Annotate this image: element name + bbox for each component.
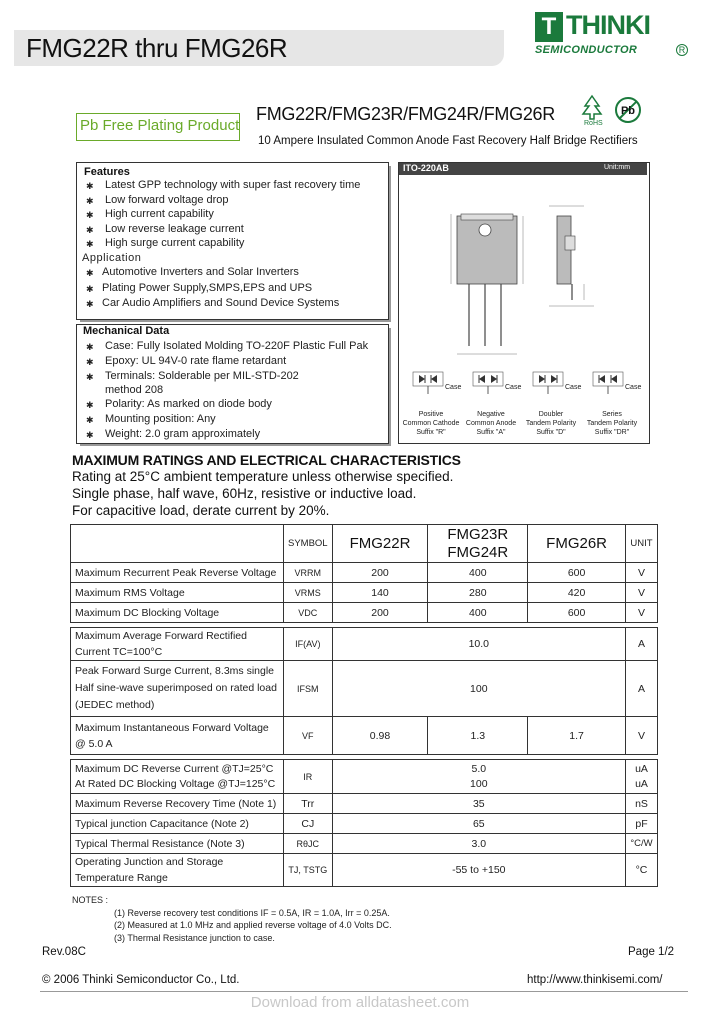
param-line: Operating Junction and Storage [75, 856, 224, 868]
bullet-icon: ✱ [86, 239, 94, 249]
param-cell: Typical junction Capacitance (Note 2) [71, 814, 284, 834]
config-label: Suffix "A" [476, 429, 506, 436]
header-cell-empty [71, 525, 284, 563]
config-label: Suffix "DR" [594, 429, 630, 436]
revision-label: Rev.08C [42, 946, 86, 958]
value-cell: 420 [528, 583, 626, 603]
bullet-icon: ✱ [86, 342, 94, 352]
value-cell: 35 [332, 794, 625, 814]
note-item: (1) Reverse recovery test conditions IF = 0.5A, IR = 1.0A, Irr = 0.25A. [114, 907, 390, 918]
symbol-cell: TJ, TSTG [284, 854, 333, 887]
value-cell: 1.3 [428, 717, 528, 755]
unit-cell: V [625, 717, 657, 755]
bullet-icon: ✱ [86, 372, 94, 382]
table-row [71, 717, 658, 755]
footer-divider [40, 991, 688, 992]
package-tab [461, 214, 513, 220]
value-cell: 200 [332, 563, 428, 583]
table-row [71, 628, 658, 661]
package-name: ITO-220AB [403, 163, 449, 173]
param-line: Maximum Instantaneous Forward Voltage [75, 721, 269, 734]
value-cell: 0.98 [332, 717, 428, 755]
header-fmg26r: FMG26R [528, 525, 626, 563]
unit-cell: °C [625, 854, 657, 887]
notes-label: NOTES : [72, 895, 109, 905]
table-row [71, 583, 658, 603]
config-doubler-tandem [533, 372, 563, 394]
note-item: (3) Thermal Resistance junction to case. [114, 932, 275, 943]
value-cell: 400 [428, 563, 528, 583]
unit-cell: A [625, 628, 657, 661]
unit-cell: V [625, 563, 657, 583]
symbol-cell: CJ [284, 814, 333, 834]
value-cell: 10.0 [332, 628, 625, 661]
param-line: Half sine-wave superimposed on rated load [75, 682, 277, 694]
package-outline-drawing [399, 176, 647, 440]
mechanical-item: Polarity: As marked on diode body [105, 398, 272, 410]
mechanical-item: Case: Fully Isolated Molding TO-220F Plastic Full Pak [105, 340, 369, 352]
config-label: Suffix "D" [536, 429, 566, 436]
unit-line: uA [635, 762, 648, 775]
ratings-heading: MAXIMUM RATINGS AND ELECTRICAL CHARACTERISTICS [72, 452, 461, 468]
header-unit: UNIT [625, 525, 657, 563]
part-subtitle: 10 Ampere Insulated Common Anode Fast Recovery Half Bridge Rectifiers [258, 135, 638, 147]
bullet-icon: ✱ [86, 357, 94, 367]
unit-cell: °C/W [625, 834, 657, 854]
unit-cell: pF [625, 814, 657, 834]
note-item: (2) Measured at 1.0 MHz and applied reverse voltage of 4.0 Volts DC. [114, 920, 392, 930]
value-cell: 100 [332, 661, 625, 717]
table-row [71, 854, 658, 887]
rohs-tree-icon [580, 94, 604, 122]
config-negative-common-anode [473, 372, 503, 394]
feature-item: Low forward voltage drop [105, 194, 229, 206]
package-unit: Unit:mm [604, 164, 631, 171]
website-link[interactable]: http://www.thinkisemi.com/ [527, 974, 663, 986]
table-header-row [71, 525, 658, 563]
case-label: Case [445, 384, 462, 391]
value-cell: 140 [332, 583, 428, 603]
config-label: Common Cathode [402, 420, 460, 427]
header-fmg22r: FMG22R [332, 525, 428, 563]
header-fmg24r: FMG24R [447, 543, 509, 561]
value-cell: 200 [332, 603, 428, 623]
mechanical-item: Weight: 2.0 gram approximately [105, 428, 261, 440]
watermark: Download from alldatasheet.com [250, 994, 470, 1011]
config-positive-common-cathode [413, 372, 443, 394]
pb-free-text: Pb Free Plating Product [80, 117, 240, 134]
unit-cell: nS [625, 794, 657, 814]
param-cell [71, 628, 284, 661]
param-cell: Maximum Recurrent Peak Reverse Voltage [71, 563, 284, 583]
value-cell: 280 [428, 583, 528, 603]
no-lead-icon [614, 96, 642, 124]
value-cell: 65 [332, 814, 625, 834]
value-cell: 3.0 [332, 834, 625, 854]
unit-cell: V [625, 603, 657, 623]
mechanical-item: Epoxy: UL 94V-0 rate flame retardant [105, 355, 287, 367]
unit-line: uA [635, 777, 648, 790]
param-cell [71, 854, 284, 887]
case-label: Case [505, 384, 522, 391]
symbol-cell: VRMS [284, 583, 333, 603]
param-line: @ 5.0 A [75, 737, 113, 750]
unit-cell: A [625, 661, 657, 717]
application-heading: Application [82, 252, 142, 264]
header-fmg23r: FMG23R [447, 525, 509, 543]
feature-item: Latest GPP technology with super fast recovery time [105, 179, 361, 191]
value-cell: -55 to +150 [332, 854, 625, 887]
logo-subtitle: SEMICONDUCTOR [535, 44, 638, 56]
feature-item: Low reverse leakage current [105, 223, 244, 235]
thinki-logo-icon: T [535, 12, 563, 42]
mechanical-data-box [76, 324, 389, 444]
application-item: Plating Power Supply,SMPS,EPS and UPS [102, 282, 313, 294]
param-cell: Maximum DC Blocking Voltage [71, 603, 284, 623]
table-row [71, 603, 658, 623]
application-item: Car Audio Amplifiers and Sound Device Systems [102, 297, 340, 309]
value-line: 100 [470, 777, 488, 790]
value-cell: 600 [528, 563, 626, 583]
param-cell: Typical Thermal Resistance (Note 3) [71, 834, 284, 854]
page-number: Page 1/2 [628, 946, 675, 958]
symbol-cell: Trr [284, 794, 333, 814]
bullet-icon: ✱ [86, 268, 94, 278]
param-line: Peak Forward Surge Current, 8.3ms single [75, 665, 275, 677]
unit-cell: V [625, 583, 657, 603]
feature-item: High current capability [105, 208, 214, 220]
symbol-cell: IFSM [284, 661, 333, 717]
mounting-hole-icon [479, 224, 491, 236]
mechanical-item: Terminals: Solderable per MIL-STD-202 [105, 370, 299, 382]
rating-condition: Rating at 25°C ambient temperature unless otherwise specified. [72, 469, 454, 484]
value-cell: 600 [528, 603, 626, 623]
features-box [76, 162, 389, 320]
unit-cell [625, 760, 657, 794]
bullet-icon: ✱ [86, 430, 94, 440]
header-fmg23r-fmg24r [428, 525, 528, 563]
feature-item: High surge current capability [105, 237, 245, 249]
value-line: 5.0 [471, 762, 487, 775]
config-label: Common Anode [465, 420, 517, 427]
config-label: Doubler [538, 411, 564, 418]
symbol-cell: RθJC [284, 834, 333, 854]
mechanical-item: Mounting position: Any [105, 413, 216, 425]
symbol-cell: VDC [284, 603, 333, 623]
bullet-icon: ✱ [86, 210, 94, 220]
rohs-label: RoHS [584, 120, 603, 127]
param-line: At Rated DC Blocking Voltage @TJ=125°C [75, 777, 276, 790]
param-cell [71, 717, 284, 755]
bullet-icon: ✱ [86, 225, 94, 235]
mechanical-heading: Mechanical Data [83, 325, 170, 337]
document-title: FMG22R thru FMG26R [26, 33, 288, 63]
features-heading: Features [84, 166, 130, 178]
bullet-icon: ✱ [86, 181, 94, 191]
param-line: Temperature Range [75, 872, 168, 884]
notes-block [72, 894, 392, 944]
case-label: Case [565, 384, 582, 391]
config-label: Tandem Polarity [525, 420, 577, 427]
value-cell: 400 [428, 603, 528, 623]
ratings-table [70, 524, 658, 887]
table-row [71, 563, 658, 583]
table-row [71, 794, 658, 814]
case-label: Case [625, 384, 642, 391]
bullet-icon: ✱ [86, 196, 94, 206]
table-row [71, 760, 658, 794]
param-cell [71, 760, 284, 794]
config-label: Positive [418, 411, 444, 418]
param-cell: Maximum RMS Voltage [71, 583, 284, 603]
param-line: Current TC=100°C [75, 646, 163, 658]
symbol-cell: VF [284, 717, 333, 755]
header-symbol: SYMBOL [284, 525, 333, 563]
logo-brand: THINKI [566, 10, 650, 40]
symbol-cell: IR [284, 760, 333, 794]
part-title: FMG22R/FMG23R/FMG24R/FMG26R [256, 104, 555, 124]
param-cell [71, 661, 284, 717]
config-label: Negative [477, 411, 505, 418]
bullet-icon: ✱ [86, 415, 94, 425]
mechanical-item-cont: method 208 [105, 384, 164, 396]
param-line: Maximum DC Reverse Current @TJ=25°C [75, 762, 274, 775]
config-label: Tandem Polarity [586, 420, 638, 427]
param-cell: Maximum Reverse Recovery Time (Note 1) [71, 794, 284, 814]
param-line: (JEDEC method) [75, 699, 155, 711]
copyright: © 2006 Thinki Semiconductor Co., Ltd. [42, 974, 240, 986]
table-row [71, 834, 658, 854]
value-cell: 1.7 [528, 717, 626, 755]
bullet-icon: ✱ [86, 400, 94, 410]
application-item: Automotive Inverters and Solar Inverters [102, 266, 299, 278]
symbol-cell: VRRM [284, 563, 333, 583]
pb-label: Pb [620, 105, 636, 117]
bullet-icon: ✱ [86, 284, 94, 294]
value-cell [332, 760, 625, 794]
table-row [71, 814, 658, 834]
registered-icon: R [676, 44, 688, 56]
table-row [71, 661, 658, 717]
rating-condition: For capacitive load, derate current by 20%. [72, 503, 330, 518]
config-label: Suffix "R" [416, 429, 446, 436]
package-side-notch [565, 236, 575, 250]
config-series-tandem [593, 372, 623, 394]
symbol-cell: IF(AV) [284, 628, 333, 661]
rating-condition: Single phase, half wave, 60Hz, resistive or inductive load. [72, 486, 417, 501]
config-label: Series [602, 411, 622, 418]
bullet-icon: ✱ [86, 299, 94, 309]
param-line: Maximum Average Forward Rectified [75, 630, 247, 642]
